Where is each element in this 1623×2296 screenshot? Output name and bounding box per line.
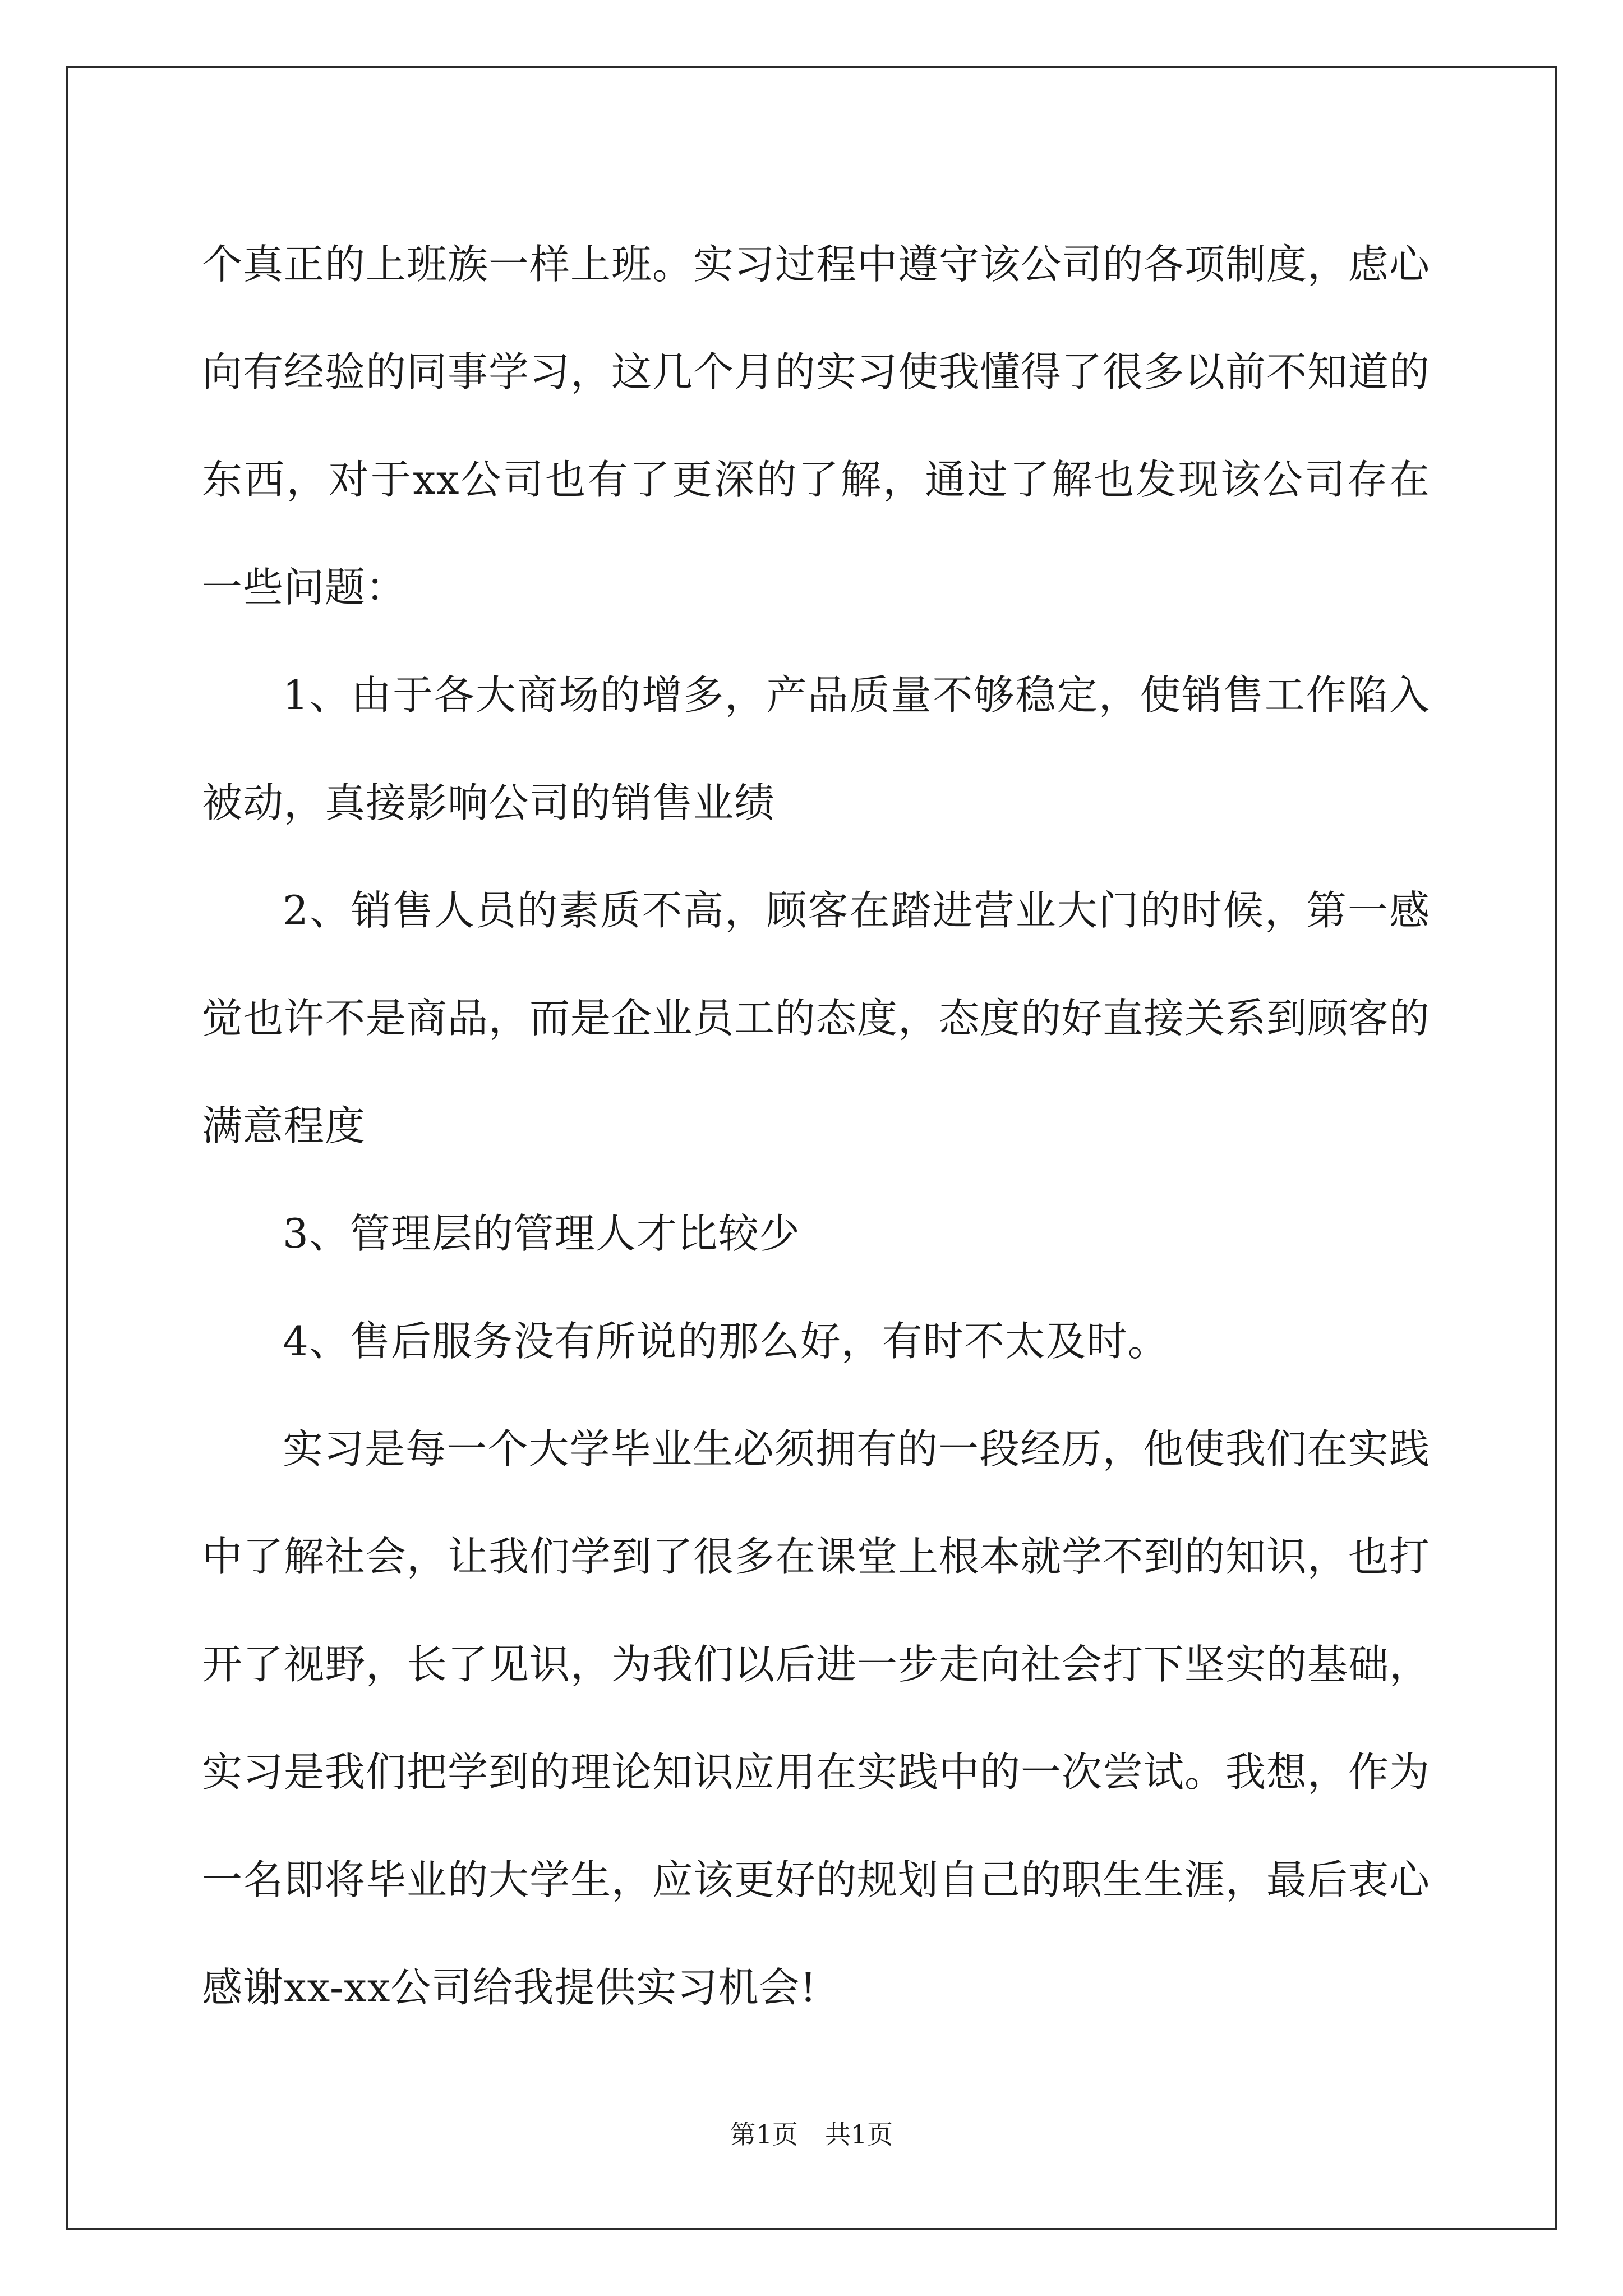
page-number: 第1页 (730, 2119, 798, 2150)
paragraph: 2、销售人员的素质不高，顾客在踏进营业大门的时候，第一感觉也许不是商品，而是企业员工的态度，态度的好直接关系到顾客的满意程度 (202, 887, 1431, 1149)
page-total: 共1页 (825, 2119, 893, 2150)
document-body (202, 210, 1430, 2041)
paragraph: 4、售后服务没有所说的那么好，有时不太及时。 (283, 1318, 1169, 1365)
paragraph: 实习是每一个大学毕业生必须拥有的一段经历，他使我们在实践中了解社会，让我们学到了很多在课堂上根本就学不到的知识，也打开了视野，长了见识，为我们以后进一步走向社会打下坚实的基础，实习是我们把学到的理论知识应用在实践中的一次尝试。我想，作为一名即将毕业的大学生，应该更好的规划自己的职生生涯，最后衷心感谢xx-xx公司给我提供实习机会! (202, 1425, 1431, 2011)
paragraph: 个真正的上班族一样上班。实习过程中遵守该公司的各项制度，虑心向有经验的同事学习，这几个月的实习使我懂得了很多以前不知道的东西，对于xx公司也有了更深的了解，通过了解也发现该公司存在一些问题： (202, 241, 1431, 611)
page-footer (0, 2118, 1623, 2151)
paragraph: 1、由于各大商场的增多，产品质量不够稳定，使销售工作陷入被动，真接影响公司的销售业绩 (202, 671, 1430, 826)
paragraph: 3、管理层的管理人才比较少 (283, 1210, 800, 1257)
